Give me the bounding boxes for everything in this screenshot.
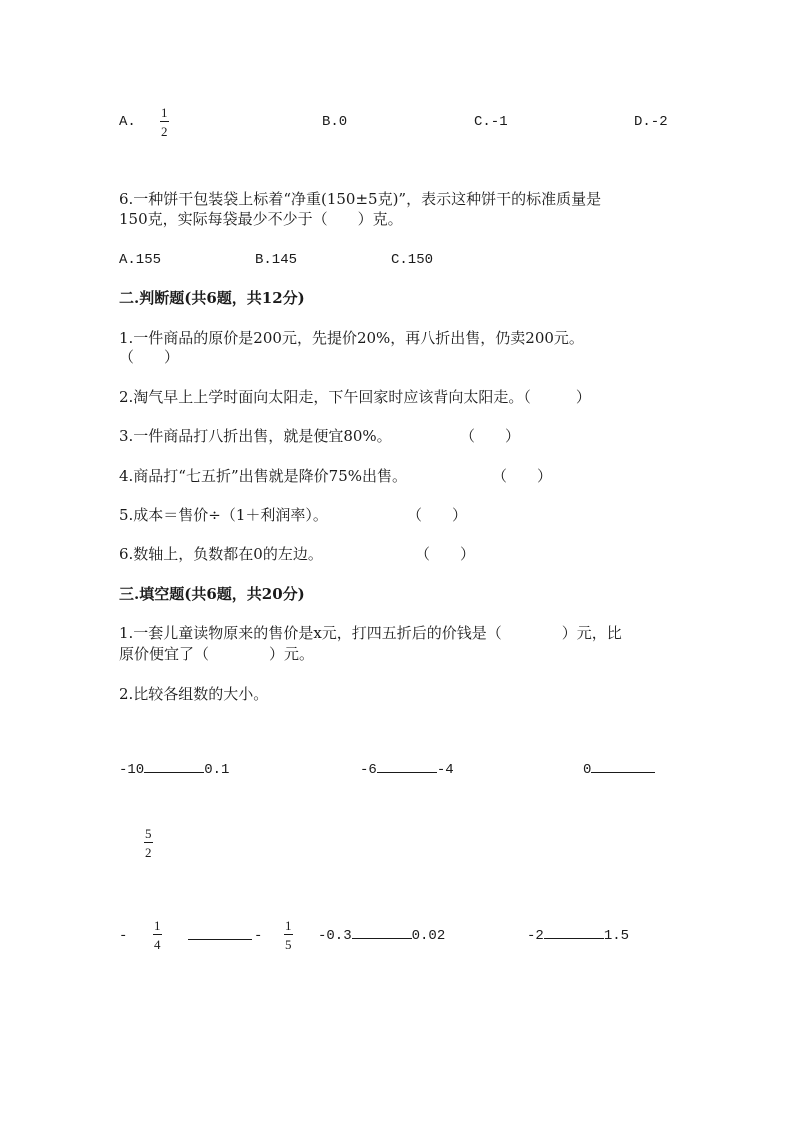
compare-left-value: -6 <box>360 762 377 778</box>
compare-left-value: -0.3 <box>318 928 352 944</box>
compare-left-value: -2 <box>527 928 544 944</box>
fraction-denominator: 2 <box>145 845 152 860</box>
compare-right-value: 0.02 <box>411 928 446 944</box>
compare-fraction-one-quarter <box>153 919 162 951</box>
judge-item-5: 5.成本＝售价÷（1＋利润率）。 <box>119 506 328 524</box>
judge-item-3-answer-paren: （ ） <box>460 427 521 445</box>
q6-text-line2: 150克，实际每袋最少不少于（ ）克。 <box>119 210 403 228</box>
section-2-heading: 二.判断题(共6题，共12分) <box>119 289 305 307</box>
fill-item-1-line1: 1.一套儿童读物原来的售价是x元，打四五折后的价钱是（ ）元，比 <box>119 624 622 642</box>
compare-left-value: 0 <box>583 762 592 778</box>
answer-blank[interactable] <box>144 772 204 773</box>
q6-option-c: C.150 <box>391 252 434 268</box>
q6-text-line1: 6.一种饼干包装袋上标着“净重(150±5克)”，表示这种饼干的标准质量是 <box>119 190 602 208</box>
judge-item-3: 3.一件商品打八折出售，就是便宜80%。 <box>119 427 392 445</box>
q6-option-a: A.155 <box>119 252 162 268</box>
judge-item-1: 1.一件商品的原价是200元，先提价20%，再八折出售，仍卖200元。 <box>119 329 584 347</box>
judge-item-5-answer-paren: （ ） <box>407 506 468 524</box>
fraction-numerator: 1 <box>285 918 292 933</box>
answer-blank[interactable] <box>352 938 412 939</box>
fraction-numerator: 5 <box>145 826 152 841</box>
negative-sign: - <box>254 928 263 944</box>
fill-item-1-line2: 原价便宜了（ ）元。 <box>119 645 315 663</box>
q5-option-b: B.0 <box>322 114 348 130</box>
judge-item-6-answer-paren: （ ） <box>415 545 476 563</box>
compare-pair-5 <box>318 929 445 943</box>
judge-item-4-answer-paren: （ ） <box>492 467 553 485</box>
answer-blank[interactable] <box>377 772 437 773</box>
compare-pair-2 <box>360 763 454 777</box>
q5-option-a-label: A. <box>119 114 136 130</box>
fill-item-2: 2.比较各组数的大小。 <box>119 685 269 703</box>
section-3-heading: 三.填空题(共6题，共20分) <box>119 585 305 603</box>
q5-option-c: C.-1 <box>474 114 508 130</box>
answer-blank[interactable] <box>591 772 655 773</box>
fraction-denominator: 4 <box>154 937 161 952</box>
compare-pair-6 <box>527 929 629 943</box>
q6-option-b: B.145 <box>255 252 298 268</box>
compare-pair-3 <box>583 763 655 777</box>
compare-pair-1 <box>119 763 229 777</box>
fraction-numerator: 1 <box>154 918 161 933</box>
fraction-denominator: 5 <box>285 937 292 952</box>
q5-option-a-fraction <box>160 106 169 138</box>
compare-left-value: -10 <box>119 762 145 778</box>
compare-right-value: -4 <box>436 762 454 778</box>
negative-sign: - <box>119 928 128 944</box>
q5-option-d: D.-2 <box>634 114 668 130</box>
compare-fraction-one-fifth <box>284 919 293 951</box>
answer-blank[interactable] <box>188 926 252 940</box>
compare-fraction-five-halves <box>144 827 153 859</box>
judge-item-4: 4.商品打“七五折”出售就是降价75%出售。 <box>119 467 407 485</box>
compare-right-value: 0.1 <box>204 762 230 778</box>
judge-item-2: 2.淘气早上上学时面向太阳走，下午回家时应该背向太阳走。（ ） <box>119 388 591 406</box>
fraction-denominator: 2 <box>161 124 168 139</box>
answer-blank[interactable] <box>544 938 604 939</box>
judge-item-1-answer-paren: （ ） <box>119 348 180 366</box>
judge-item-6: 6.数轴上，负数都在0的左边。 <box>119 545 323 563</box>
compare-right-value: 1.5 <box>603 928 630 944</box>
fraction-numerator: 1 <box>161 105 168 120</box>
